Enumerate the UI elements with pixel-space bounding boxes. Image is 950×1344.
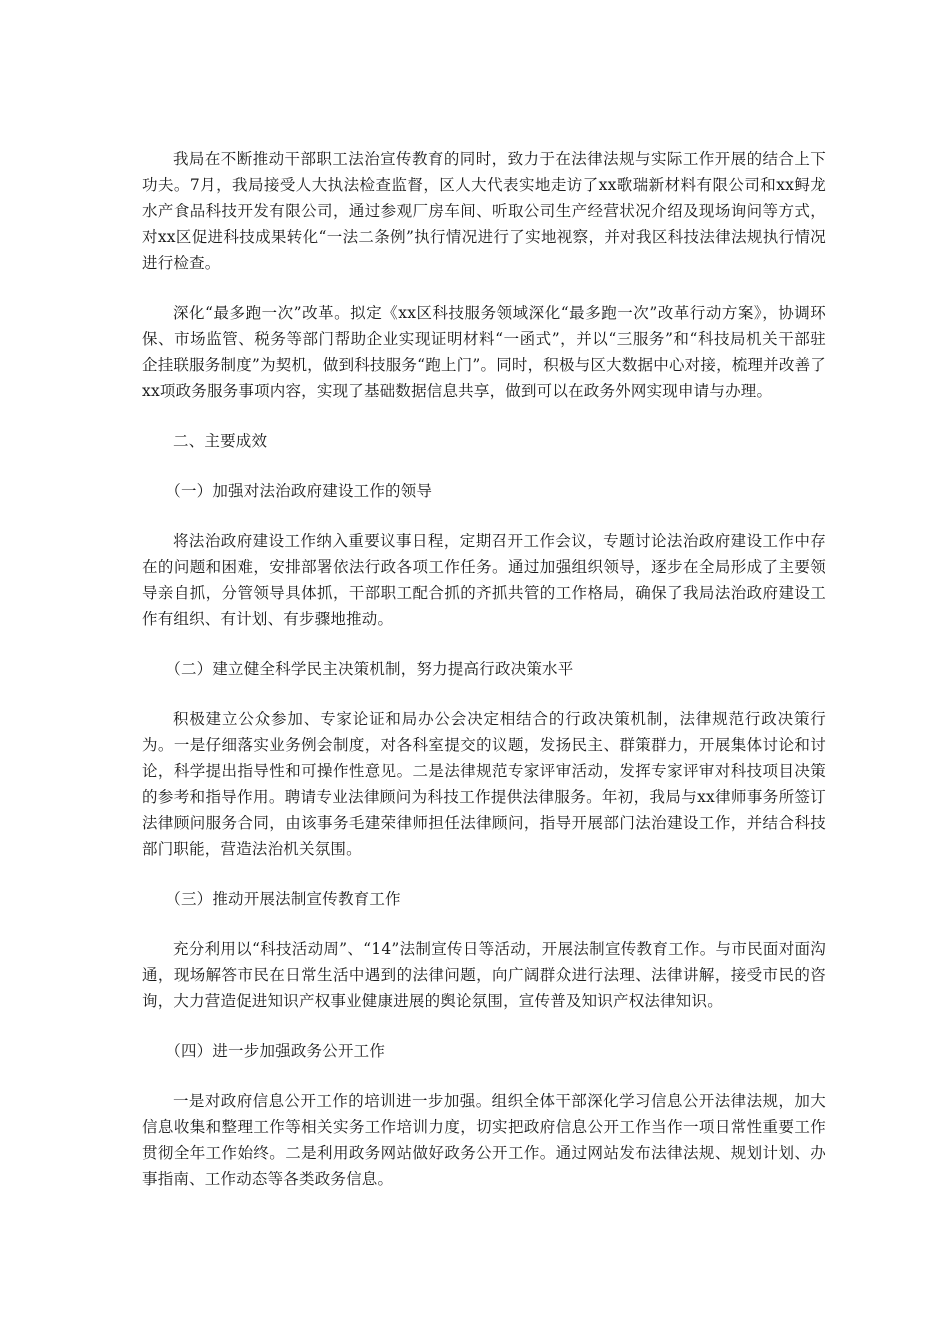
subheading-government-transparency: （四）进一步加强政务公开工作 <box>165 1042 386 1060</box>
paragraph-reform-run-once: 深化“最多跑一次”改革。拟定《xx区科技服务领域深化“最多跑一次”改革行动方案》，协调环保、市场监管、税务等部门帮助企业实现证明材料“一函式”，并以“三服务”和“科技局机关干部驻企挂联服务制度”为契机，做到科技服务“跑上门”。同时，积极与区大数据中心对接，梳理并改善了xx项政务服务事项内容，实现了基础数据信息共享，做到可以在政务外网实现申请与办理。 <box>142 304 826 400</box>
document-page <box>142 146 826 1216</box>
subheading-leadership: （一）加强对法治政府建设工作的领导 <box>165 482 433 500</box>
subheading-decision-mechanism: （二）建立健全科学民主决策机制，努力提高行政决策水平 <box>165 660 574 678</box>
paragraph-law-enforcement-inspection: 我局在不断推动干部职工法治宣传教育的同时，致力于在法律法规与实际工作开展的结合上下功夫。7月，我局接受人大执法检查监督，区人大代表实地走访了xx歌瑞新材料有限公司和xx鲟龙水产食品科技开发有限公司，通过参观厂房车间、听取公司生产经营状况介绍及现场询问等方式，对xx区促进科技成果转化“一法二条例”执行情况进行了实地视察，并对我区科技法律法规执行情况进行检查。 <box>142 150 826 272</box>
subheading-legal-education: （三）推动开展法制宣传教育工作 <box>165 890 401 908</box>
paragraph-government-transparency: 一是对政府信息公开工作的培训进一步加强。组织全体干部深化学习信息公开法律法规，加大信息收集和整理工作等相关实务工作培训力度，切实把政府信息公开工作当作一项日常性重要工作贯彻全年工作始终。二是利用政务网站做好政务公开工作。通过网站发布法律法规、规划计划、办事指南、工作动态等各类政务信息。 <box>142 1092 826 1188</box>
section-heading-main-results: 二、主要成效 <box>173 432 268 450</box>
paragraph-legal-education: 充分利用以“科技活动周”、“14”法制宣传日等活动，开展法制宣传教育工作。与市民面对面沟通，现场解答市民在日常生活中遇到的法律问题，向广阔群众进行法理、法律讲解，接受市民的咨询，大力营造促进知识产权事业健康进展的舆论氛围，宣传普及知识产权法律知识。 <box>142 940 826 1010</box>
paragraph-leadership: 将法治政府建设工作纳入重要议事日程，定期召开工作会议，专题讨论法治政府建设工作中存在的问题和困难，安排部署依法行政各项工作任务。通过加强组织领导，逐步在全局形成了主要领导亲自抓，分管领导具体抓，干部职工配合抓的齐抓共管的工作格局，确保了我局法治政府建设工作有组织、有计划、有步骤地推动。 <box>142 532 826 628</box>
paragraph-decision-mechanism: 积极建立公众参加、专家论证和局办公会决定相结合的行政决策机制，法律规范行政决策行为。一是仔细落实业务例会制度，对各科室提交的议题，发扬民主、群策群力，开展集体讨论和讨论，科学提出指导性和可操作性意见。二是法律规范专家评审活动，发挥专家评审对科技项目决策的参考和指导作用。聘请专业法律顾问为科技工作提供法律服务。年初，我局与xx律师事务所签订法律顾问服务合同，由该事务毛建荣律师担任法律顾问，指导开展部门法治建设工作，并结合科技部门职能，营造法治机关氛围。 <box>142 710 826 858</box>
